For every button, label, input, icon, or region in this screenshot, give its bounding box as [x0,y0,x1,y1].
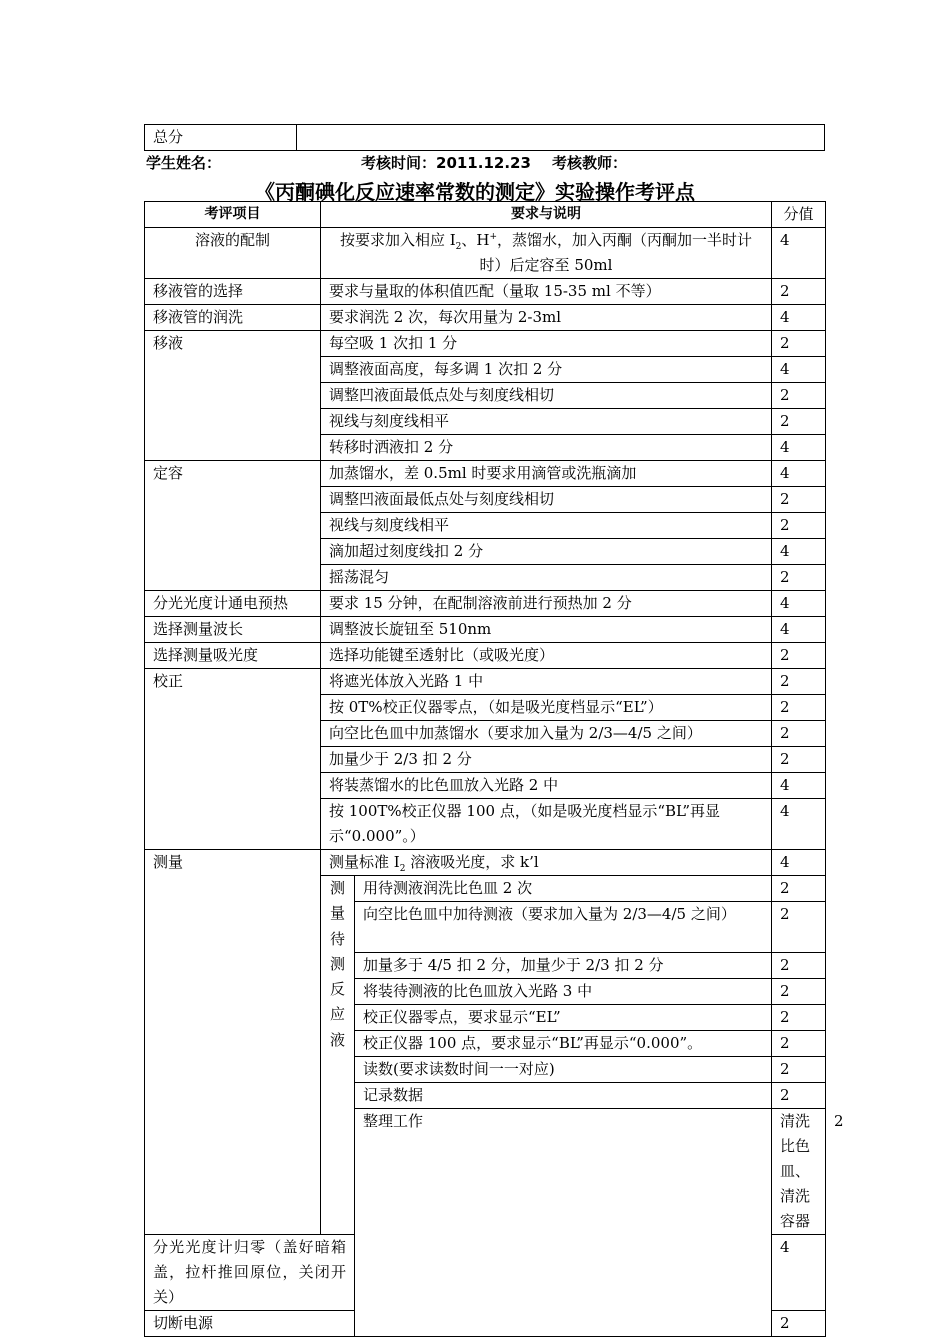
sub-group-label [321,876,355,1235]
requirement-cell: 每空吸 1 次扣 1 分 [321,331,772,357]
score-cell: 4 [772,228,826,279]
score-cell: 2 [772,513,826,539]
requirement-text: 、H [461,231,490,249]
sub-label-char: 测 [329,954,345,973]
sub-label-char: 应 [329,1005,345,1024]
score-cell: 4 [772,591,826,617]
requirement-cell: 按 0T%校正仪器零点，（如是吸光度档显示“EL”） [321,695,772,721]
sub-label-char: 液 [329,1030,345,1049]
requirement-cell: 视线与刻度线相平 [321,513,772,539]
requirement-cell: 将装蒸馏水的比色皿放入光路 2 中 [321,773,772,799]
score-cell: 4 [772,305,826,331]
table-row [145,305,826,331]
total-score-table [144,124,825,151]
header-item: 考评项目 [145,202,321,228]
requirement-cell: 将装待测液的比色皿放入光路 3 中 [355,979,772,1005]
table-row [145,331,826,357]
score-cell: 2 [772,383,826,409]
requirement-cell: 校正仪器 100 点，要求显示“BL”再显示“0.000”。 [355,1031,772,1057]
requirement-cell: 滴加超过刻度线扣 2 分 [321,539,772,565]
requirement-cell: 视线与刻度线相平 [321,409,772,435]
item-cell: 整理工作 [355,1109,772,1337]
item-cell: 移液管的选择 [145,279,321,305]
score-cell: 2 [772,876,826,902]
requirement-cell: 转移时洒液扣 2 分 [321,435,772,461]
requirement-cell: 要求 15 分钟，在配制溶液前进行预热加 2 分 [321,591,772,617]
requirement-cell: 要求润洗 2 次，每次用量为 2-3ml [321,305,772,331]
requirement-cell: 加量少于 2/3 扣 2 分 [321,747,772,773]
total-label: 总分 [145,125,297,151]
subscript: 2 [455,242,462,252]
requirement-cell: 校正仪器零点，要求显示“EL” [355,1005,772,1031]
total-value-cell [297,125,825,151]
item-cell: 移液管的润洗 [145,305,321,331]
student-name-label: 学生姓名： [146,154,222,172]
score-cell: 2 [772,953,826,979]
requirement-cell: 向空比色皿中加蒸馏水（要求加入量为 2/3—4/5 之间） [321,721,772,747]
table-row [145,279,826,305]
requirement-cell: 加蒸馏水，差 0.5ml 时要求用滴管或洗瓶滴加 [321,461,772,487]
requirement-text: 测量标准 I [329,853,400,871]
score-cell: 2 [772,643,826,669]
score-cell: 4 [772,1235,826,1311]
score-cell: 2 [772,279,826,305]
score-cell: 2 [772,979,826,1005]
document-title: 《丙酮碘化反应速率常数的测定》实验操作考评点 [255,180,695,204]
requirement-cell: 调整波长旋钮至 510nm [321,617,772,643]
score-cell: 2 [772,1005,826,1031]
score-cell: 2 [772,747,826,773]
table-row [145,228,826,279]
assessment-table [144,201,844,1337]
requirement-cell: 调整液面高度，每多调 1 次扣 2 分 [321,357,772,383]
sub-label-char: 反 [329,980,345,999]
item-cell: 选择测量吸光度 [145,643,321,669]
table-row: 整理工作 清洗比色皿、清洗容器 2 [145,1109,826,1235]
requirement-cell: 切断电源 [145,1311,355,1337]
requirement-cell [321,850,772,876]
table-row [145,591,826,617]
score-cell: 4 [772,461,826,487]
requirement-text: 溶液吸光度，求 k’l [405,853,539,871]
exam-time-label: 考核时间：2011.12.23 [361,154,531,172]
requirement-cell: 按 100T%校正仪器 100 点，（如是吸光度档显示“BL”再显示“0.000”。） [321,799,772,850]
requirement-cell: 分光光度计归零（盖好暗箱盖，拉杆推回原位，关闭开关） [145,1235,355,1311]
table-row [145,617,826,643]
score-cell: 2 [772,669,826,695]
score-cell: 2 [772,1031,826,1057]
requirement-cell: 用待测液润洗比色皿 2 次 [355,876,772,902]
item-cell: 定容 [145,461,321,591]
score-cell: 4 [772,539,826,565]
sub-label-char: 待 [329,929,345,948]
score-cell: 4 [772,435,826,461]
requirement-cell: 摇荡混匀 [321,565,772,591]
table-row [145,669,826,695]
score-cell: 2 [772,1083,826,1109]
superscript: + [489,232,498,242]
requirement-cell: 将遮光体放入光路 1 中 [321,669,772,695]
requirement-text: ，蒸馏水，加入丙酮（丙酮加一半时计时）后定容至 50ml [479,231,753,274]
score-cell: 2 [772,721,826,747]
sub-label-char: 量 [329,904,345,923]
requirement-cell: 记录数据 [355,1083,772,1109]
table-row [145,850,826,876]
item-cell: 分光光度计通电预热 [145,591,321,617]
score-cell: 4 [772,357,826,383]
item-cell: 校正 [145,669,321,850]
item-cell: 溶液的配制 [145,228,321,279]
score-cell: 4 [772,799,826,850]
score-cell: 2 [772,1311,826,1337]
requirement-cell: 向空比色皿中加待测液（要求加入量为 2/3—4/5 之间） [355,902,772,953]
total-row [145,125,825,151]
subscript: 2 [399,864,406,874]
header-row [145,202,826,228]
score-cell: 4 [772,773,826,799]
sub-label-char: 测 [329,879,345,897]
item-cell: 测量 [145,850,321,1235]
score-cell: 4 [772,850,826,876]
requirement-text: 按要求加入相应 I [339,231,456,249]
requirement-cell: 调整凹液面最低点处与刻度线相切 [321,487,772,513]
item-cell: 移液 [145,331,321,461]
score-cell: 2 [772,902,826,953]
requirement-cell: 要求与量取的体积值匹配（量取 15-35 ml 不等） [321,279,772,305]
item-cell: 选择测量波长 [145,617,321,643]
score-cell: 2 [772,331,826,357]
requirement-cell: 调整凹液面最低点处与刻度线相切 [321,383,772,409]
requirement-cell: 加量多于 4/5 扣 2 分，加量少于 2/3 扣 2 分 [355,953,772,979]
table-row [145,461,826,487]
requirement-cell: 读数(要求读数时间一一对应) [355,1057,772,1083]
table-row [145,643,826,669]
score-cell: 2 [772,565,826,591]
teacher-label: 考核教师： [552,154,628,172]
score-cell: 2 [772,487,826,513]
header-score: 分值 [772,202,826,228]
score-cell: 2 [772,695,826,721]
requirement-cell: 选择功能键至透射比（或吸光度） [321,643,772,669]
score-cell: 2 [772,1057,826,1083]
header-requirement: 要求与说明 [321,202,772,228]
requirement-cell: 清洗比色皿、清洗容器 [772,1109,826,1235]
score-cell: 4 [772,617,826,643]
score-cell: 2 [772,409,826,435]
requirement-cell [321,228,772,279]
